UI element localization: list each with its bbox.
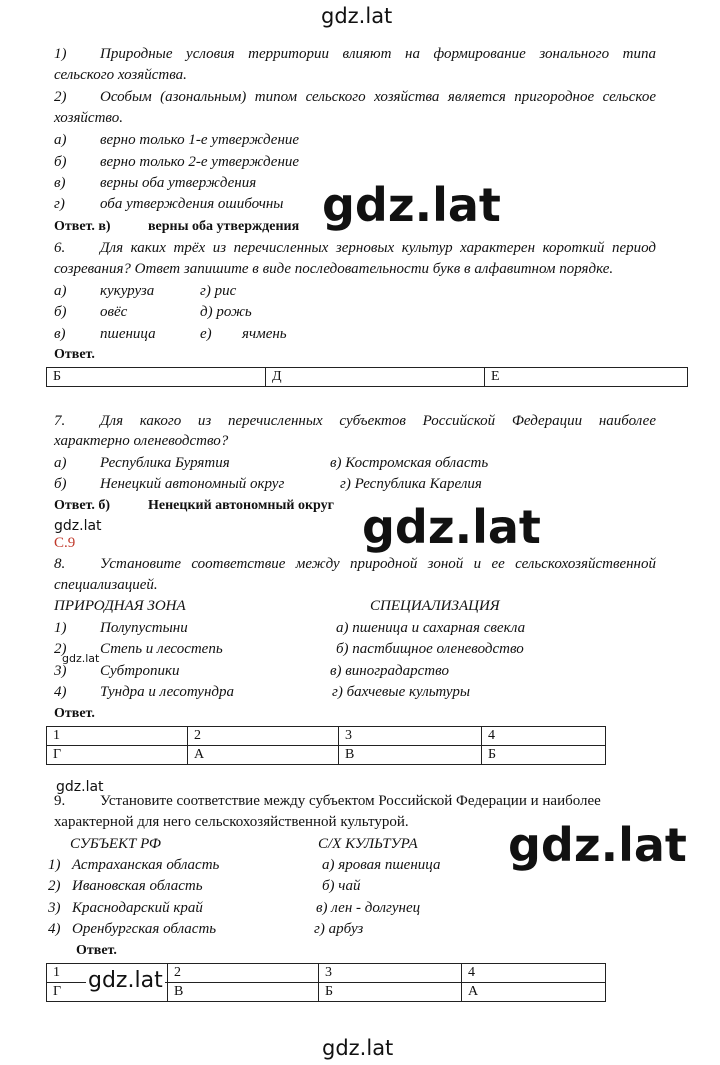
answer-cell: Д (266, 368, 485, 387)
subject-text: Ивановская область (72, 878, 203, 894)
table-head-cell: 1 (47, 964, 168, 983)
row-number: 1) (48, 857, 61, 873)
row-number: 2) (48, 878, 61, 894)
column-header: СПЕЦИАЛИЗАЦИЯ (370, 598, 500, 614)
option-text: ячмень (242, 326, 287, 342)
option-text: овёс (100, 304, 128, 320)
option-letter: а) (54, 132, 67, 148)
question-number: 8. (54, 556, 66, 572)
watermark-large: gdz.lat (322, 178, 501, 232)
crop-text: в) лен - долгунец (316, 900, 421, 916)
answer-text: верны оба утверждения (148, 219, 300, 234)
question-text: Установите соответствие между природной зоной и ее сельскохозяйственной (100, 556, 656, 572)
column-header: С/Х КУЛЬТУРА (318, 836, 418, 852)
watermark-bottom: gdz.lat (322, 1036, 394, 1060)
option-letter: а) (54, 283, 67, 299)
option-letter: в) (54, 175, 66, 191)
table-head-cell: 2 (188, 727, 339, 746)
answer-cell: А (462, 983, 606, 1002)
crop-text: а) яровая пшеница (322, 857, 441, 873)
question-text-cont: специализацией. (54, 577, 158, 593)
statement-2-number: 2) (54, 89, 67, 105)
option-text: г) Республика Карелия (340, 476, 482, 492)
column-header: ПРИРОДНАЯ ЗОНА (54, 598, 186, 614)
answer-cell: А (188, 746, 339, 765)
statement-2-text-cont: хозяйство. (54, 110, 123, 126)
answer-table (46, 726, 606, 765)
zone-text: Тундра и лесотундра (100, 684, 234, 700)
answer-cell: Б (482, 746, 606, 765)
question-number: 9. (54, 793, 66, 809)
table-head-cell: 4 (482, 727, 606, 746)
crop-text: г) арбуз (314, 921, 364, 937)
spec-text: а) пшеница и сахарная свекла (336, 620, 526, 636)
option-text: д) рожь (200, 304, 252, 320)
watermark-top: gdz.lat (321, 4, 393, 28)
table-head-cell: 3 (339, 727, 482, 746)
option-letter: г) (54, 196, 65, 212)
option-letter: б) (54, 154, 67, 170)
answer-cell: В (339, 746, 482, 765)
row-number: 3) (48, 900, 61, 916)
row-number: 4) (48, 921, 61, 937)
question-text-cont: созревания? Ответ запишите в виде последовательности букв в алфавитном порядке. (54, 261, 614, 277)
answer-cell: Г (47, 746, 188, 765)
answer-label: Ответ. (54, 347, 95, 362)
option-letter: а) (54, 455, 67, 471)
question-text-cont: характерной для него сельскохозяйственной культурой. (54, 814, 409, 830)
statement-2-text: Особым (азональным) типом сельского хозяйства является пригородное сельское (100, 89, 656, 105)
zone-text: Полупустыни (100, 620, 188, 636)
crop-text: б) чай (322, 878, 361, 894)
option-text: в) Костромская область (330, 455, 489, 471)
watermark-small: gdz.lat (54, 518, 102, 534)
answer-cell: Б (47, 368, 266, 387)
spec-text: б) пастбищное оленеводство (336, 641, 524, 657)
option-text: пшеница (100, 326, 156, 342)
subject-text: Оренбургская область (72, 921, 217, 937)
answer-cell: В (168, 983, 319, 1002)
option-text: верно только 1-е утверждение (100, 132, 300, 148)
option-text: кукуруза (100, 283, 155, 299)
option-text: е) (200, 326, 212, 342)
subject-text: Краснодарский край (72, 900, 203, 916)
table-head-cell: 4 (462, 964, 606, 983)
watermark-large: gdz.lat (362, 500, 541, 554)
spec-text: в) виноградарство (330, 663, 449, 679)
statement-1-text: Природные условия территории влияют на формирование зонального типа (100, 46, 656, 62)
row-number: 1) (54, 620, 67, 636)
row-number: 2) (54, 641, 67, 657)
watermark-large: gdz.lat (508, 818, 687, 872)
table-head-cell: 3 (319, 964, 462, 983)
question-text-cont: характерно оленеводство? (54, 433, 229, 449)
option-text: верны оба утверждения (100, 175, 257, 191)
answer-cell: Б (319, 983, 462, 1002)
question-text: Для какого из перечисленных субъектов Российской Федерации наиболее (100, 413, 656, 429)
option-letter: в) (54, 326, 66, 342)
answer-label: Ответ. (54, 706, 95, 721)
option-text: Республика Бурятия (100, 455, 230, 471)
option-text: оба утверждения ошибочны (100, 196, 284, 212)
question-text: Для каких трёх из перечисленных зерновых культур характерен короткий период (100, 240, 656, 256)
option-letter: б) (54, 304, 67, 320)
answer-cell: Г (47, 983, 168, 1002)
option-text: верно только 2-е утверждение (100, 154, 300, 170)
column-header: СУБЪЕКТ РФ (70, 836, 161, 852)
watermark-small: gdz.lat (56, 779, 104, 795)
answer-table (46, 367, 688, 387)
option-text: Ненецкий автономный округ (100, 476, 285, 492)
page-marker: С.9 (54, 535, 76, 551)
statement-1-number: 1) (54, 46, 67, 62)
answer-label: Ответ. в) (54, 219, 111, 234)
row-number: 4) (54, 684, 67, 700)
answer-cell: Е (485, 368, 688, 387)
statement-1-text-cont: сельского хозяйства. (54, 67, 187, 83)
option-text: г) рис (200, 283, 237, 299)
answer-text: Ненецкий автономный округ (148, 498, 334, 513)
subject-text: Астраханская область (72, 857, 220, 873)
table-head-cell: 2 (168, 964, 319, 983)
table-head-cell: 1 (47, 727, 188, 746)
row-number: 3) (54, 663, 67, 679)
question-text: Установите соответствие между субъектом Российской Федерации и наиболее (100, 793, 601, 809)
spec-text: г) бахчевые культуры (332, 684, 471, 700)
watermark-table: gdz.lat (88, 968, 163, 993)
watermark-small: gdz.lat (62, 652, 100, 665)
question-number: 6. (54, 240, 66, 256)
option-letter: б) (54, 476, 67, 492)
answer-label: Ответ. б) (54, 498, 111, 513)
zone-text: Субтропики (100, 663, 180, 679)
answer-label: Ответ. (76, 943, 117, 958)
question-number: 7. (54, 413, 66, 429)
zone-text: Степь и лесостепь (100, 641, 223, 657)
